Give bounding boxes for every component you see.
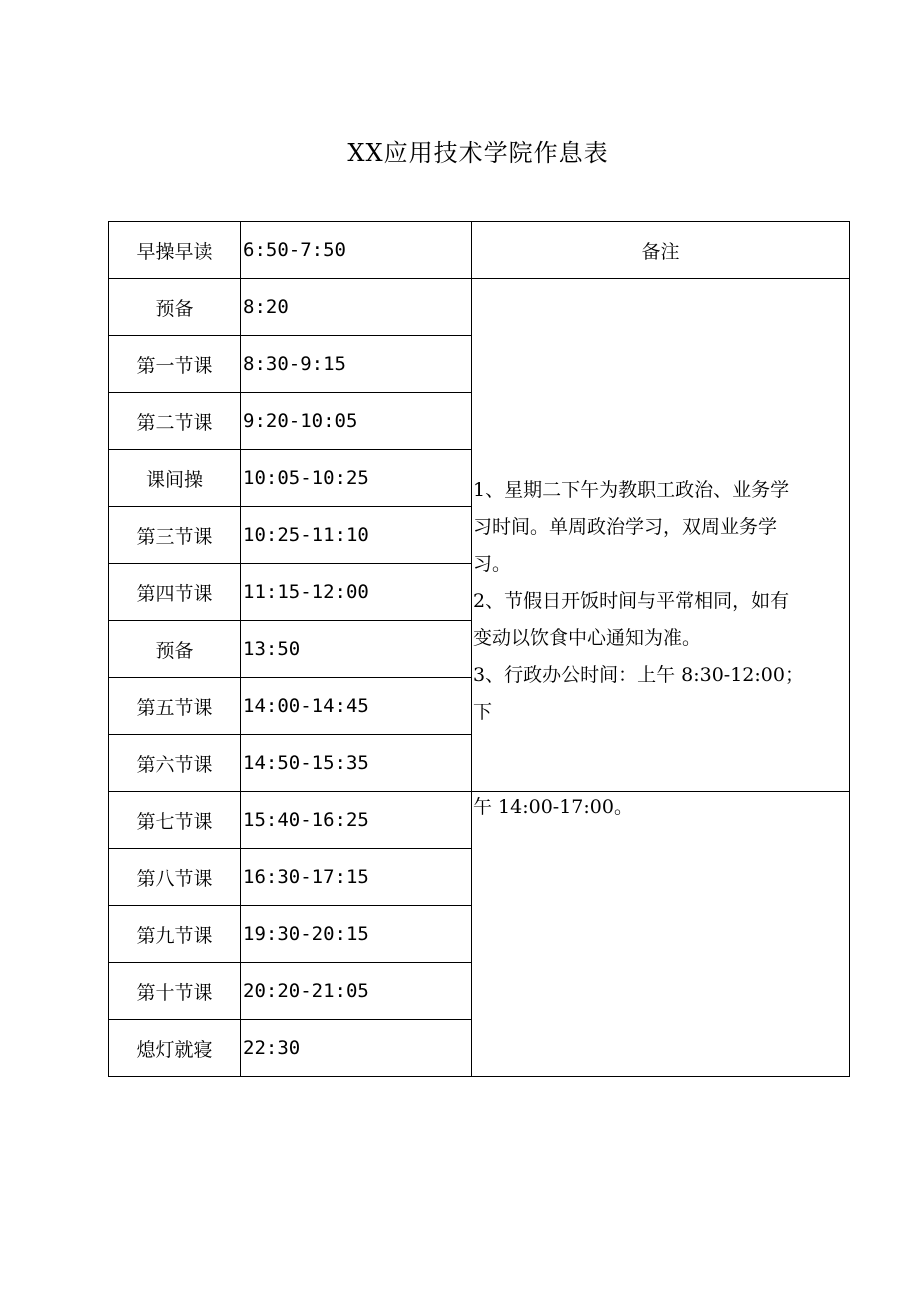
row-time: 19:30-20:15 [241, 906, 472, 963]
notes-divider [472, 791, 849, 792]
row-time: 8:20 [241, 279, 472, 336]
row-time: 20:20-21:05 [241, 963, 472, 1020]
row-label: 课间操 [109, 450, 241, 507]
row-label: 第七节课 [109, 792, 241, 849]
notes-line: 2、节假日开饭时间与平常相同，如有 [473, 590, 790, 612]
row-label: 预备 [109, 279, 241, 336]
table-row [109, 792, 850, 849]
row-time: 10:25-11:10 [241, 507, 472, 564]
row-label: 第二节课 [109, 393, 241, 450]
notes-line: 变动以饮食中心通知为准。 [473, 627, 702, 649]
row-time: 13:50 [241, 621, 472, 678]
row-time: 14:00-14:45 [241, 678, 472, 735]
row-time: 10:05-10:25 [241, 450, 472, 507]
schedule-table [108, 221, 850, 1077]
table-row [109, 279, 850, 336]
row-time: 8:30-9:15 [241, 336, 472, 393]
row-time: 9:20-10:05 [241, 393, 472, 450]
notes-line: 1、星期二下午为教职工政治、业务学 [473, 479, 790, 501]
row-label: 第三节课 [109, 507, 241, 564]
row-label: 第四节课 [109, 564, 241, 621]
notes-body [472, 279, 850, 792]
row-label: 第一节课 [109, 336, 241, 393]
row-label: 熄灯就寝 [109, 1020, 241, 1077]
row-label: 第八节课 [109, 849, 241, 906]
row-time: 11:15-12:00 [241, 564, 472, 621]
row-time: 15:40-16:25 [241, 792, 472, 849]
row-time: 22:30 [241, 1020, 472, 1077]
row-label: 早操早读 [109, 222, 241, 279]
row-time: 14:50-15:35 [241, 735, 472, 792]
row-label: 第九节课 [109, 906, 241, 963]
notes-line: 习时间。单周政治学习，双周业务学 [473, 516, 778, 538]
row-label: 第十节课 [109, 963, 241, 1020]
notes-line: 下 [473, 701, 493, 723]
notes-header: 备注 [472, 222, 850, 279]
notes-continuation-text: 午 14:00-17:00。 [473, 795, 633, 818]
row-time: 6:50-7:50 [241, 222, 472, 279]
notes-line: 3、行政办公时间：上午 8:30-12:00； [473, 664, 804, 686]
notes-continuation [472, 792, 850, 1077]
table-row [109, 222, 850, 279]
row-label: 预备 [109, 621, 241, 678]
row-label: 第五节课 [109, 678, 241, 735]
page-title: XX应用技术学院作息表 [347, 139, 609, 167]
row-label: 第六节课 [109, 735, 241, 792]
notes-text [472, 279, 849, 731]
notes-line: 习。 [473, 553, 512, 575]
row-time: 16:30-17:15 [241, 849, 472, 906]
